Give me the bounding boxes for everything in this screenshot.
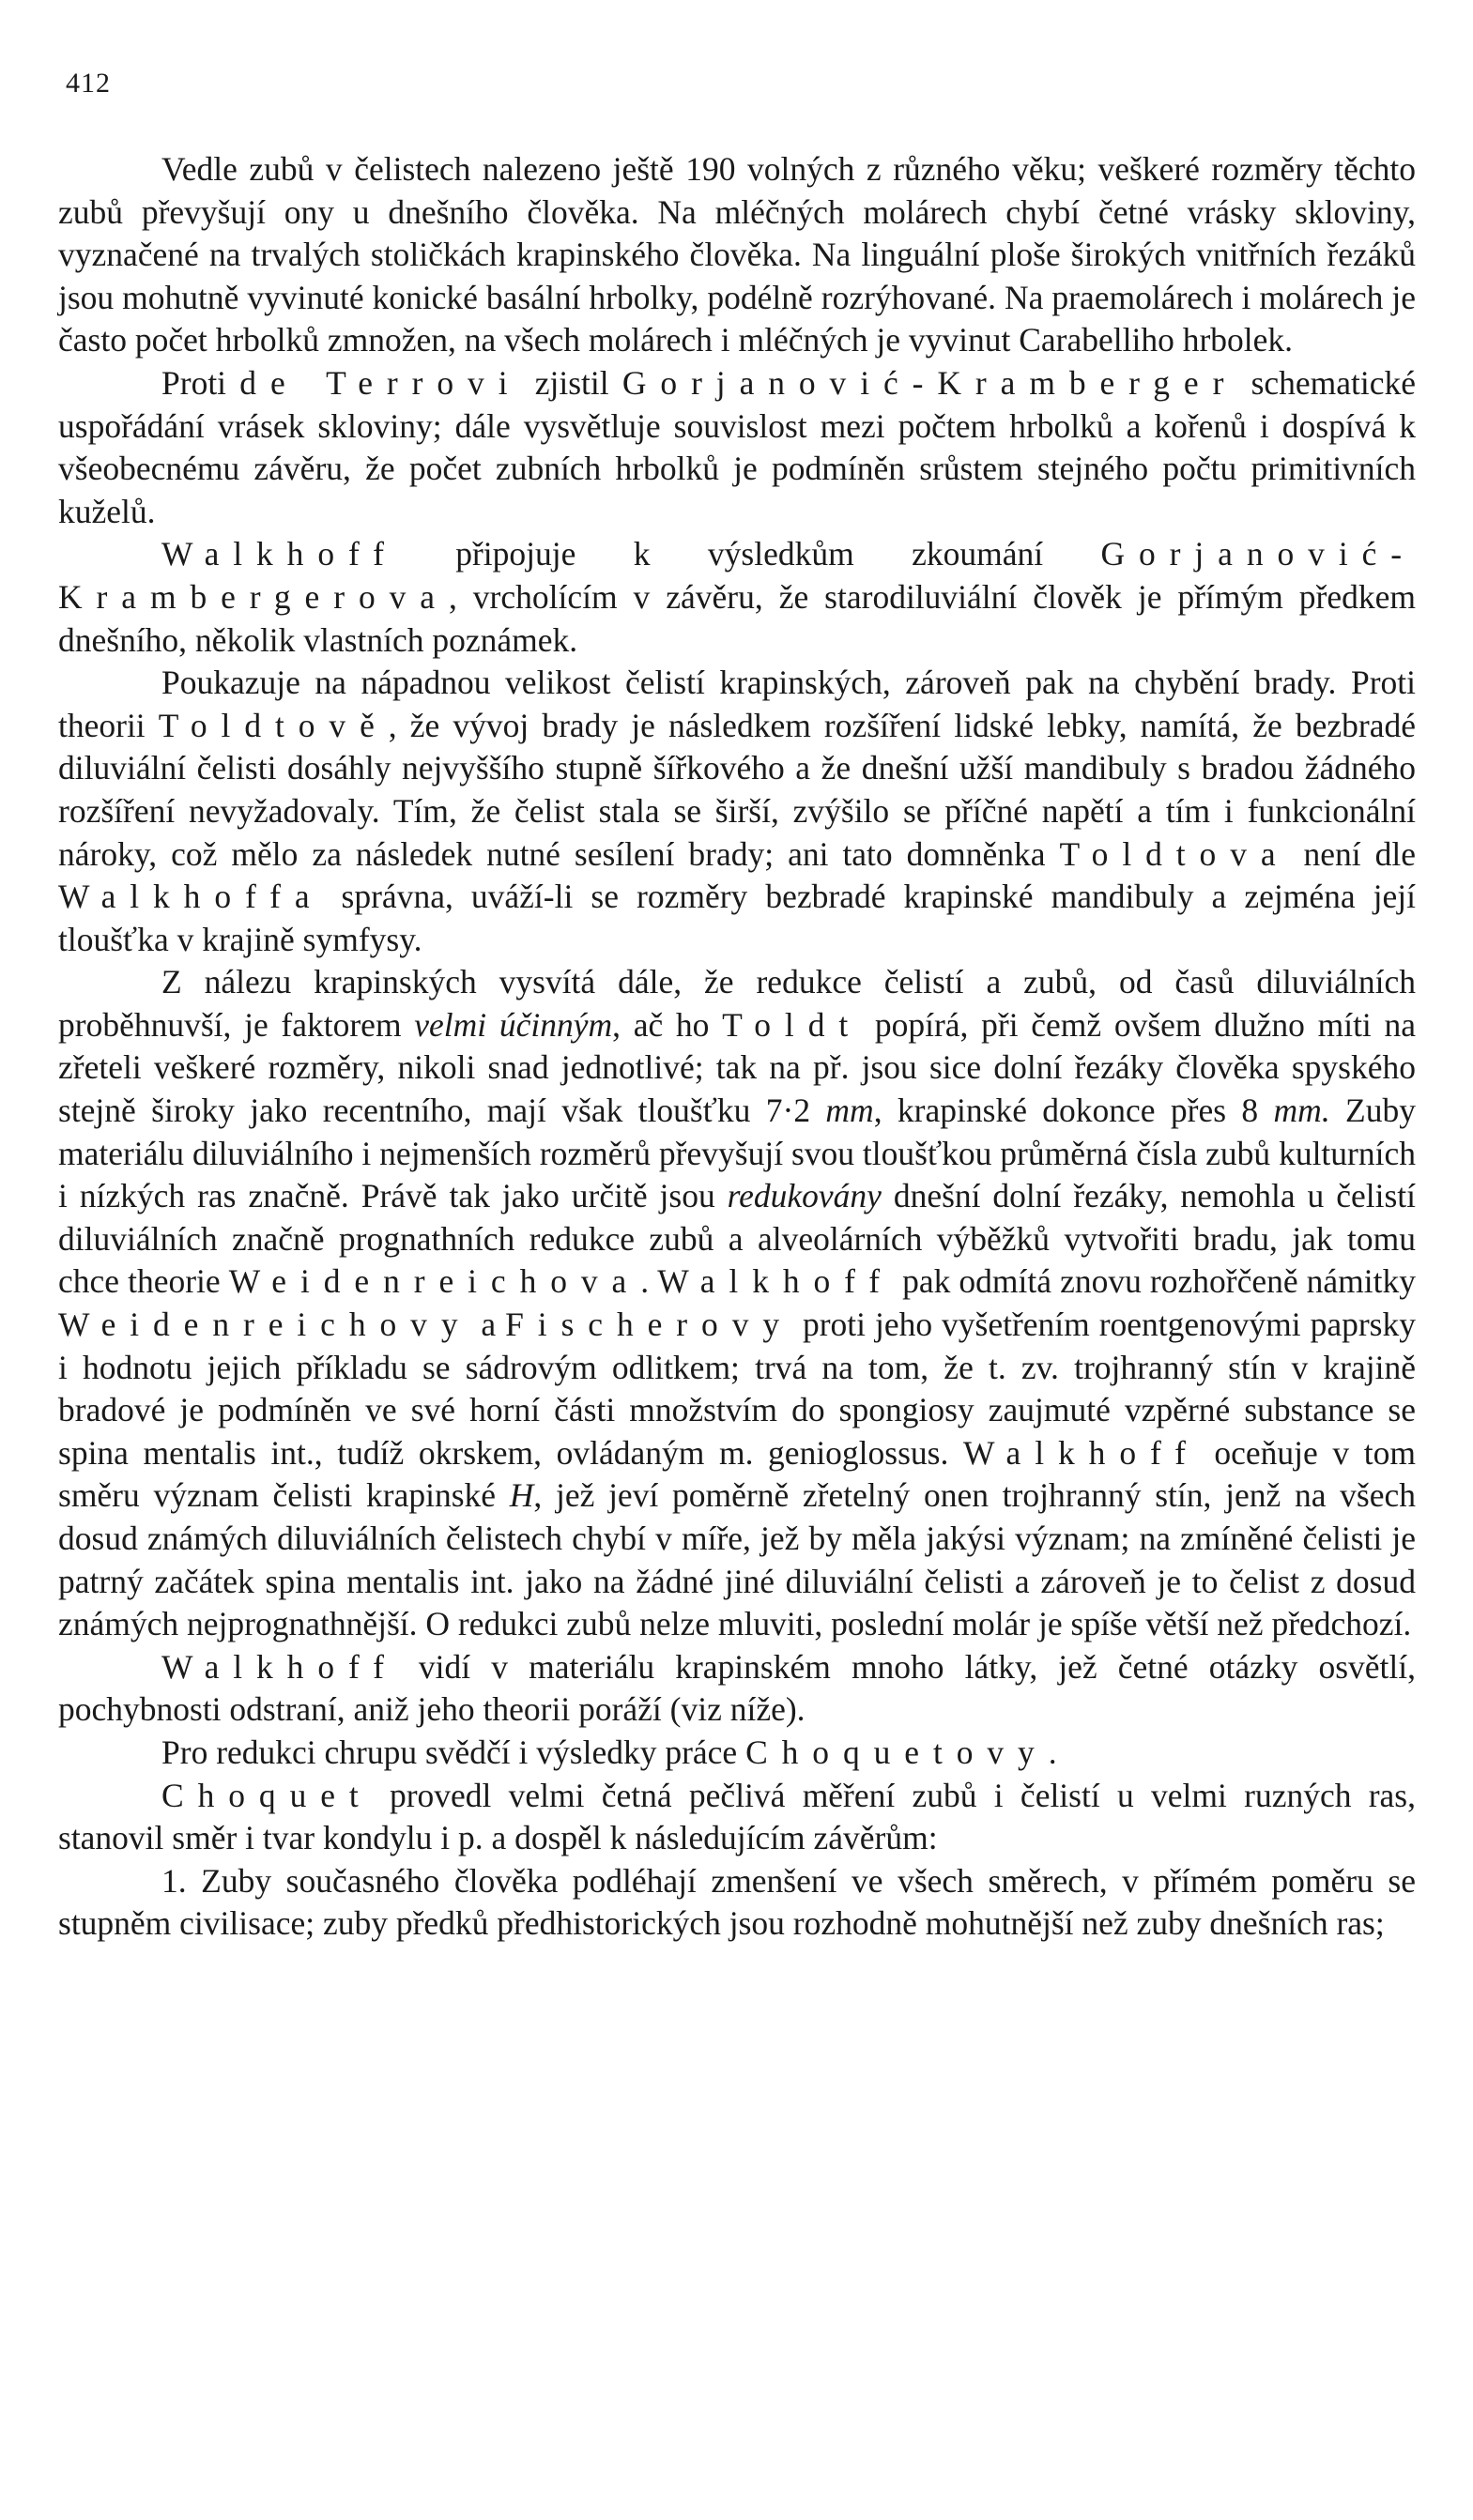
run: vidí v materiálu krapinském mnoho látky, jež četné otázky osvětlí, pochybnosti odstraní, aniž jeho theorii poráží (viz níže). <box>58 1647 1416 1729</box>
run: Proti <box>161 363 240 402</box>
paragraph-6 <box>58 1646 1416 1732</box>
run: dnešní dolní řezáky, nemohla u čelistí diluviálních značně prognathních redukce zubů a alveolárních výběžků vytvořiti bradu, jak tomu chce theorie <box>58 1177 1417 1301</box>
paragraph-7 <box>58 1732 1416 1775</box>
author-name: Toldtova <box>1059 834 1290 873</box>
run: Vedle zubů v čelistech nalezeno ještě 190 volných z různého věku; veškeré rozměry těchto zubů převyšují ony u dnešního člověka. Na mléčných molárech chybí četné vrásky skloviny, vyznačené na trvalých stoličkách krapinského člověka. Na linguální ploše širokých vnitřních řezáků jsou mohutně vyvinuté konické basální hrbolky, podélně rozrýhované. Na praemolárech i molárech je často počet hrbolků zmnožen, na všech molárech i mléčných je vyvinut Carabelliho hrbolek. <box>58 150 1416 359</box>
author-name: Walkhoff <box>161 535 398 573</box>
paragraph-4 <box>58 662 1416 961</box>
run: není dle <box>1289 834 1416 873</box>
paragraph-9 <box>58 1860 1416 1946</box>
author-name: Fischerovy <box>505 1306 794 1344</box>
author-name: Walkhoffa <box>58 878 324 916</box>
paragraph-1 <box>58 148 1416 362</box>
run: správna, uváží-li se rozměry bezbradé krapinské mandibuly a zejména její tloušťka v krajině symfysy. <box>58 878 1416 958</box>
specimen-label: H <box>509 1476 534 1515</box>
paragraph-8 <box>58 1775 1416 1860</box>
emphasis: velmi účinným <box>414 1005 613 1044</box>
run: schematické uspořádání vrásek skloviny; dále vysvětluje souvislost mezi počtem hrbolků a kořenů i dospívá k všeobecnému závěru, že počet zubních hrbolků je podmíněn srůstem stejného počtu primitivních kuželů. <box>58 363 1417 530</box>
run: pak odmítá znovu rozhořčeně námitky <box>894 1262 1417 1301</box>
emphasis: redukovány <box>727 1177 882 1215</box>
run: , vrcholícím v závěru, že starodiluviální člověk je přímým předkem dnešního, několik vlastních poznámek. <box>58 577 1416 659</box>
author-name: de Terrovi <box>239 363 522 402</box>
run: . <box>1048 1733 1057 1771</box>
run: Poukazuje na nápadnou velikost čelistí krapinských, zároveň pak na chybění brady. Proti theorii <box>58 664 1416 744</box>
author-name: Weidenreichovy <box>58 1306 472 1344</box>
run: , že vývoj brady je následkem rozšíření lidské lebky, namítá, že bezbradé diluviální čelisti dosáhly nejvyššího stupně šířkového a že dnešní užší mandibuly s bradou žádného rozšíření nevyžadovaly. Tím, že čelist stala se širší, zvýšilo se příčné napětí a tím i funkcionální nároky, což mělo za následek nutné sesílení brady; ani tato domněnka <box>58 706 1416 873</box>
author-name: Toldt <box>722 1005 863 1044</box>
run: popírá, při čemž ovšem dlužno míti na zřeteli veškeré rozměry, nikoli snad jednotlivé; tak na př. jsou sice dolní řezáky člověka spyského stejně široky jako recentního, mají však tloušťku 7·2 <box>58 1005 1417 1130</box>
author-name: Choquet <box>161 1776 373 1814</box>
run: 1. Zuby současného člověka podléhají zmenšení ve všech směrech, v přímém poměru se stupněm civilisace; zuby předků předhistorických jsou rozhodně mohutnější než zuby dnešních ras; <box>58 1861 1416 1943</box>
run: zjistil <box>521 363 622 402</box>
run: připojuje k výsledkům zkoumání <box>397 535 1101 573</box>
run: provedl velmi četná pečlivá měření zubů i čelistí u velmi ruzných ras, stanovil směr i tvar kondylu i p. a dospěl k následujícím závěrům: <box>58 1776 1416 1857</box>
paragraph-2 <box>58 362 1416 533</box>
run: proti jeho vyšetřením roentgenovými paprsky i hodnotu jejich příkladu se sádrovým odlitkem; trvá na tom, že t. zv. trojhranný stín v krajině bradové je podmíněn ve své horní části množstvím do spongiosy zaujmuté vzpěrné substance se spina mentalis int., tudíž okrskem, ovládaným m. genioglossus. <box>58 1306 1416 1472</box>
paragraph-5 <box>58 961 1416 1646</box>
author-name: Walkhoff <box>657 1262 895 1301</box>
run: Zuby materiálu diluviálního i nejmenších rozměrů převyšují svou tloušťkou průměrná čísla zubů kulturních i nízkých ras značně. Právě tak jako určitě jsou <box>58 1092 1416 1215</box>
run: , jež jeví poměrně zřetelný onen trojhranný stín, jenž na všech dosud známých diluviálních čelistech chybí v míře, jež by měla jakýsi význam; na zmíněné čelisti je patrný začátek spina mentalis int. jako na žádné jiné diluviální čelisti a zároveň je to čelist z dosud známých nejprognathnější. O redukci zubů nelze mluviti, poslední molár je spíše větší než předchozí. <box>58 1476 1416 1643</box>
author-name: Choquetovy <box>745 1733 1049 1771</box>
run: Pro redukci chrupu svědčí i výsledky práce <box>161 1733 746 1771</box>
run: , ač ho <box>612 1005 723 1044</box>
author-name: Toldtově <box>158 706 389 744</box>
run: oceňuje v tom směru význam čelisti krapinské <box>58 1433 1417 1515</box>
page-number: 412 <box>66 68 111 99</box>
author-name: Weidenreichova <box>228 1262 641 1301</box>
author-name: Walkhoff <box>962 1433 1200 1472</box>
run: . <box>640 1262 658 1301</box>
paragraph-3 <box>58 533 1416 662</box>
run: a <box>471 1306 506 1344</box>
unit: mm. <box>1273 1092 1330 1130</box>
run: Z nálezu krapinských vysvítá dále, že redukce čelistí a zubů, od časů diluviálních proběhnuvší, je faktorem <box>58 963 1416 1044</box>
author-name: Gorjanović-Krambergerova <box>58 535 1416 616</box>
run: , krapinské dokonce přes 8 <box>873 1092 1274 1130</box>
author-name: Walkhoff <box>161 1647 398 1686</box>
body-text <box>58 148 1416 1946</box>
unit: mm <box>825 1092 874 1130</box>
author-name: Gorjanović-Kramberger <box>621 363 1238 402</box>
